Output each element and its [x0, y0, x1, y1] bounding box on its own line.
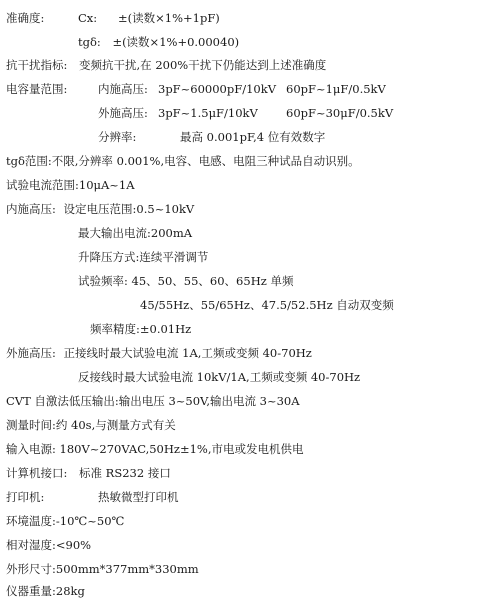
cvt-row [6, 393, 300, 409]
anti-interference-text: 变频抗干扰,在 200%干扰下仍能达到上述准确度 [79, 58, 327, 72]
accuracy-cx-row [6, 10, 220, 26]
printer-value: 热敏微型打印机 [98, 490, 179, 504]
external-hv-label: 外施高压: [6, 346, 56, 360]
printer-label: 打印机: [6, 490, 45, 504]
accuracy-tgd-row [78, 34, 239, 50]
accuracy-tgd-value: ±(读数×1%+0.00040) [112, 35, 240, 49]
internal-hv-frequency-row [78, 273, 293, 289]
capacitance-internal-range-1: 3pF~60000pF/10kV [158, 82, 276, 96]
capacitance-internal-row [6, 81, 386, 97]
dimensions-row [6, 561, 199, 577]
internal-hv-freq-accuracy: 频率精度:±0.01Hz [90, 322, 192, 336]
external-hv-forward: 正接线时最大试验电流 1A,工频或变频 40-70Hz [63, 346, 312, 360]
capacitance-external-range-1: 3pF~1.5μF/10kV [158, 106, 258, 120]
internal-hv-set-voltage: 设定电压范围:0.5~10kV [63, 202, 195, 216]
internal-hv-frequency-dual: 45/55Hz、55/65Hz、47.5/52.5Hz 自动双变频 [140, 298, 394, 312]
weight-row [6, 583, 85, 599]
internal-hv-frequency-dual-row [140, 297, 394, 313]
env-temp-row [6, 513, 124, 529]
anti-interference-label: 抗干扰指标: [6, 58, 68, 72]
measure-time-row [6, 417, 176, 433]
tgd-range-row [6, 153, 360, 169]
interface-label: 计算机接口: [6, 466, 68, 480]
weight-text: 仪器重量:28kg [6, 584, 85, 598]
env-temp-text: 环境温度:-10℃~50℃ [6, 514, 125, 528]
measure-time-text: 测量时间:约 40s,与测量方式有关 [6, 418, 176, 432]
cvt-text: CVT 自激法低压输出:输出电压 3~50V,输出电流 3~30A [6, 394, 300, 408]
capacitance-internal-label: 内施高压: [98, 82, 148, 96]
tgd-range-text: tgδ范围:不限,分辨率 0.001%,电容、电感、电阻三种试品自动识别。 [6, 154, 360, 168]
internal-hv-ramp-row [78, 249, 208, 265]
interface-row [6, 465, 171, 481]
internal-hv-frequency: 试验频率: 45、50、55、60、65Hz 单频 [78, 274, 294, 288]
test-current-row [6, 177, 135, 193]
interface-value: 标准 RS232 接口 [79, 466, 171, 480]
test-current-text: 试验电流范围:10μA~1A [6, 178, 135, 192]
capacitance-resolution-value: 最高 0.001pF,4 位有效数字 [180, 130, 326, 144]
capacitance-external-label: 外施高压: [98, 106, 148, 120]
accuracy-tgd-name: tgδ: [78, 35, 101, 49]
internal-hv-freq-accuracy-row [90, 321, 191, 337]
capacitance-range-label: 电容量范围: [6, 82, 68, 96]
internal-hv-max-current-row [78, 225, 192, 241]
humidity-text: 相对湿度:<90% [6, 538, 92, 552]
power-row [6, 441, 304, 457]
accuracy-cx-name: Cx: [78, 11, 98, 25]
internal-hv-label: 内施高压: [6, 202, 56, 216]
capacitance-internal-range-2: 60pF~1μF/0.5kV [286, 82, 386, 96]
external-hv-reverse-row [78, 369, 360, 385]
capacitance-external-row [98, 105, 394, 121]
internal-hv-max-current: 最大输出电流:200mA [78, 226, 193, 240]
power-text: 输入电源: 180V~270VAC,50Hz±1%,市电或发电机供电 [6, 442, 304, 456]
external-hv-forward-row [6, 345, 312, 361]
external-hv-reverse: 反接线时最大试验电流 10kV/1A,工频或变频 40-70Hz [78, 370, 361, 384]
capacitance-external-range-2: 60pF~30μF/0.5kV [286, 106, 394, 120]
humidity-row [6, 537, 91, 553]
internal-hv-ramp: 升降压方式:连续平滑调节 [78, 250, 209, 264]
capacitance-resolution-row [98, 129, 326, 145]
capacitance-resolution-label: 分辨率: [98, 130, 137, 144]
accuracy-label: 准确度: [6, 11, 45, 25]
internal-hv-set-voltage-row [6, 201, 194, 217]
accuracy-cx-value: ±(读数×1%+1pF) [118, 11, 220, 25]
dimensions-text: 外形尺寸:500mm*377mm*330mm [6, 562, 199, 576]
printer-row [6, 489, 179, 505]
anti-interference-row [6, 57, 326, 73]
